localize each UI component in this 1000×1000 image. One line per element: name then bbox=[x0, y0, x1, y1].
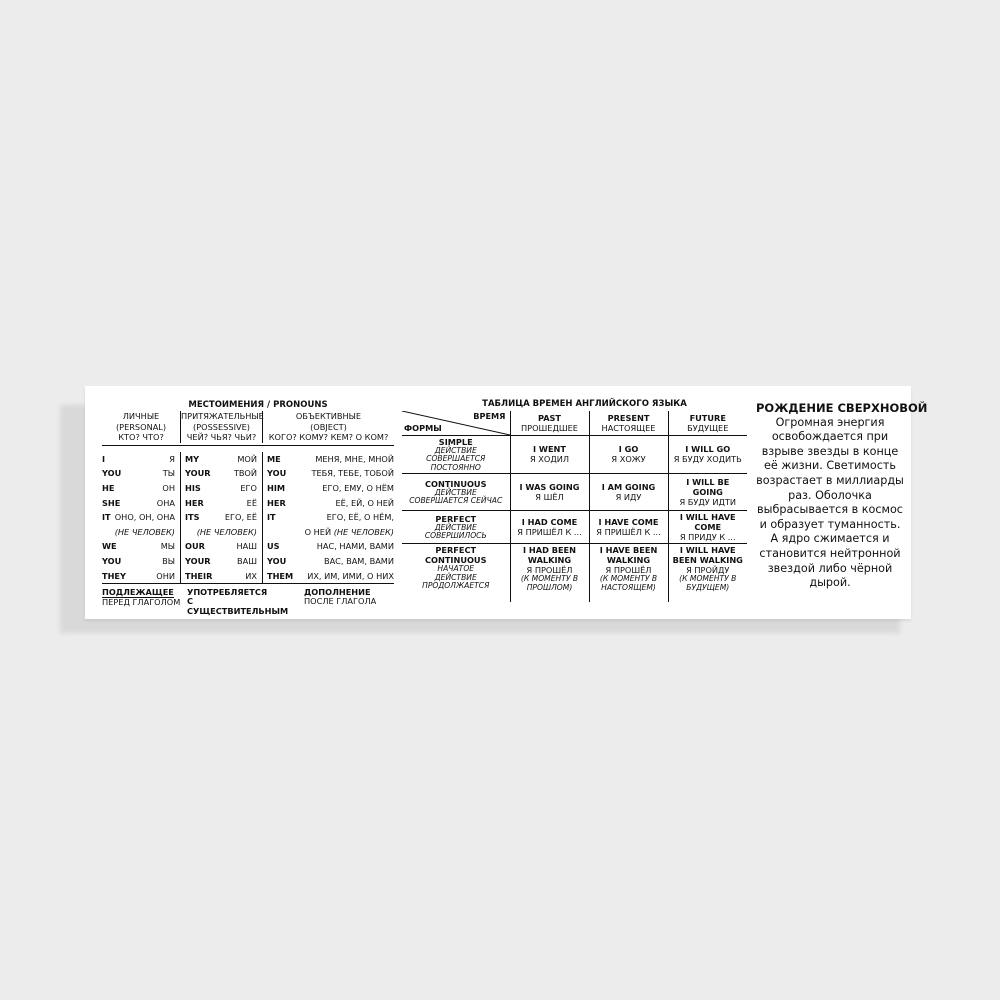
pronoun-row: IT ОНО, ОН, ОНА bbox=[102, 512, 175, 523]
tense-cell: I WILL HAVE COME Я ПРИДУ К ... bbox=[668, 511, 747, 544]
pronoun-note: (НЕ ЧЕЛОВЕК) bbox=[196, 526, 257, 537]
pronoun-row: HER ЕЁ, ЕЙ, О НЕЙ bbox=[267, 497, 394, 508]
pronoun-row: HIM ЕГО, ЕМУ, О НЁМ bbox=[267, 482, 394, 493]
tense-cell: I WILL GO Я БУДУ ХОДИТЬ bbox=[668, 435, 747, 474]
pronoun-row: ITS ЕГО, ЕЁ bbox=[185, 512, 257, 523]
pronoun-row: WE МЫ bbox=[102, 541, 175, 552]
bookmark-card bbox=[85, 386, 928, 619]
form-perfect-continuous: PERFECT CONTINUOUS НАЧАТОЕ ДЕЙСТВИЕ ПРОДОЛЖАЕТСЯ bbox=[422, 545, 490, 591]
tense-cell: I WAS GOING Я ШЁЛ bbox=[510, 474, 589, 511]
pronoun-row: ME МЕНЯ, МНЕ, МНОЙ bbox=[267, 453, 394, 464]
tenses-panel bbox=[402, 400, 747, 602]
footer-usage: УПОТРЕБЛЯЕТСЯ С СУЩЕСТВИТЕЛЬНЫМ bbox=[187, 586, 289, 616]
possessive-header: ПРИТЯЖАТЕЛЬНЫЕ (POSSESSIVE) ЧЕЙ? ЧЬЯ? ЧЬИ? bbox=[181, 411, 264, 442]
form-continuous: CONTINUOUS ДЕЙСТВИЕ СОВЕРШАЕТСЯ СЕЙЧАС bbox=[402, 474, 510, 511]
tense-cell: I GO Я ХОЖУ bbox=[589, 435, 668, 474]
pronouns-footer bbox=[102, 588, 394, 617]
pronoun-row: HER ЕЁ bbox=[185, 497, 257, 508]
header-past: PAST ПРОШЕДШЕЕ bbox=[510, 411, 589, 436]
pronoun-row: IT ЕГО, ЕЁ, О НЁМ, bbox=[267, 512, 394, 523]
pronoun-note: (НЕ ЧЕЛОВЕК) bbox=[114, 526, 175, 537]
pronoun-row: YOU ВАС, ВАМ, ВАМИ bbox=[267, 555, 394, 566]
tense-cell: I HAVE BEEN WALKING Я ПРОШЁЛ (К МОМЕНТУ В НАСТОЯЩЕМ) bbox=[589, 544, 668, 602]
pronoun-row: YOU ВЫ bbox=[102, 555, 175, 566]
pronoun-row: OUR НАШ bbox=[185, 541, 257, 552]
supernova-panel bbox=[756, 401, 928, 591]
pronouns-title: МЕСТОИМЕНИЯ / PRONOUNS bbox=[188, 400, 328, 410]
footer-subject: ПОДЛЕЖАЩЕЕ ПЕРЕД ГЛАГОЛОМ bbox=[102, 586, 181, 608]
object-header: ОБЪЕКТИВНЫЕ (OBJECT) КОГО? КОМУ? КЕМ? О КОМ? bbox=[262, 411, 394, 443]
pronoun-row: US НАС, НАМИ, ВАМИ bbox=[267, 541, 394, 552]
pronoun-row: YOU ТЕБЯ, ТЕБЕ, ТОБОЙ bbox=[267, 468, 394, 479]
supernova-text: Огромная энергия освобождается при взрыве звезды в конце её жизни. Светимость возрастает в миллиарды раз. Оболочка выбрасывается в космос и образует туманность. А ядро сжимается и становится нейтронной звездой либо чёрной дырой. bbox=[756, 415, 904, 590]
tense-cell: I HAVE COME Я ПРИШЁЛ К ... bbox=[589, 511, 668, 544]
pronoun-row: THEIR ИХ bbox=[185, 570, 257, 581]
row-simple bbox=[402, 435, 747, 474]
corner-cell: ВРЕМЯ ФОРМЫ bbox=[402, 411, 510, 436]
tense-cell: I HAD COME Я ПРИШЁЛ К ... bbox=[510, 511, 589, 544]
footer-object: ДОПОЛНЕНИЕ ПОСЛЕ ГЛАГОЛА bbox=[304, 586, 377, 607]
personal-header: ЛИЧНЫЕ (PERSONAL) КТО? ЧТО? bbox=[115, 411, 167, 442]
pronoun-note: О НЕЙ (НЕ ЧЕЛОВЕК) bbox=[304, 526, 394, 537]
tenses-header-row bbox=[402, 411, 747, 436]
tenses-title: ТАБЛИЦА ВРЕМЕН АНГЛИЙСКОГО ЯЗЫКА bbox=[482, 399, 687, 409]
form-simple: SIMPLE ДЕЙСТВИЕ СОВЕРШАЕТСЯ ПОСТОЯННО bbox=[402, 435, 510, 474]
tenses-table bbox=[402, 411, 747, 602]
pronoun-row: THEY ОНИ bbox=[102, 570, 175, 581]
pronoun-row: HE ОН bbox=[102, 482, 175, 493]
pronoun-row: HIS ЕГО bbox=[185, 482, 257, 493]
pronoun-row: YOU ТЫ bbox=[102, 468, 175, 479]
tense-cell: I AM GOING Я ИДУ bbox=[589, 474, 668, 511]
row-perfect-continuous bbox=[402, 544, 747, 602]
pronoun-row: THEM ИХ, ИМ, ИМИ, О НИХ bbox=[267, 570, 394, 581]
object-column bbox=[262, 452, 394, 583]
possessive-column bbox=[180, 452, 262, 583]
pronoun-row: YOUR ВАШ bbox=[185, 555, 257, 566]
header-future: FUTURE БУДУЩЕЕ bbox=[668, 411, 747, 436]
supernova-title: РОЖДЕНИЕ СВЕРХНОВОЙ bbox=[756, 401, 928, 415]
personal-column bbox=[102, 452, 180, 583]
tense-cell: I WENT Я ХОДИЛ bbox=[510, 435, 589, 474]
tense-cell: I WILL HAVE BEEN WALKING Я ПРОЙДУ (К МОМЕНТУ В БУДУЩЕМ) bbox=[668, 544, 747, 602]
header-present: PRESENT НАСТОЯЩЕЕ bbox=[589, 411, 668, 436]
pronoun-row: SHE ОНА bbox=[102, 497, 175, 508]
tense-cell: I HAD BEEN WALKING Я ПРОШЁЛ (К МОМЕНТУ В ПРОШЛОМ) bbox=[510, 544, 589, 602]
tense-cell: I WILL BE GOING Я БУДУ ИДТИ bbox=[668, 474, 747, 511]
row-perfect bbox=[402, 511, 747, 544]
pronouns-column-headers bbox=[102, 411, 394, 446]
pronouns-body bbox=[102, 446, 394, 584]
pronoun-row: I Я bbox=[102, 453, 175, 464]
pronouns-panel bbox=[102, 400, 394, 616]
pronoun-row: MY МОЙ bbox=[185, 453, 257, 464]
row-continuous bbox=[402, 474, 747, 511]
form-perfect: PERFECT ДЕЙСТВИЕ СОВЕРШИЛОСЬ bbox=[402, 511, 510, 544]
pronoun-row: YOUR ТВОЙ bbox=[185, 468, 257, 479]
